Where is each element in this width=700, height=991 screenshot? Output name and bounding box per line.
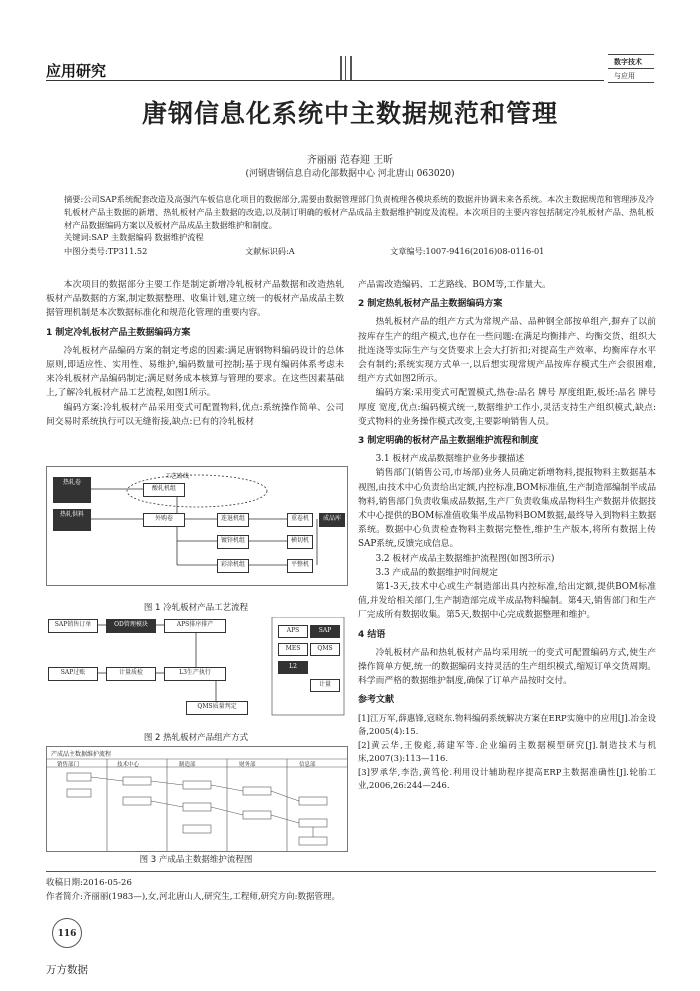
paragraph-7: 冷轧板材产品和热轧板材产品均采用统一的变式可配置编码方式,使生产操作简单方便,统一的数据编码支持灵活的生产组织模式,缩短订单交货周期。科学而严格的数据维护制度,确保了订单产品按时交付。 (358, 647, 656, 687)
figure-1 (46, 466, 348, 586)
doc-code: 文献标识码:A (245, 246, 295, 256)
lane-tech: 技术中心 (117, 762, 140, 768)
heading-4: 4 结语 (358, 629, 386, 640)
lane-manufacturing: 制造部 (179, 762, 196, 768)
node-galvanizing: 镀锌机组 (217, 535, 249, 549)
legend-mes: MES (278, 643, 308, 656)
references-title: 参考文献 (358, 695, 395, 706)
lane-sales: 销售部门 (57, 762, 80, 768)
clc-number: 中图分类号:TP311.52 (64, 246, 148, 256)
header-bars-decor (340, 56, 354, 80)
section-label: 应用研究 (46, 62, 107, 80)
logo-line2: 与应用 (614, 72, 635, 80)
figure-2 (46, 617, 346, 717)
paragraph-6: 第1-3天,技术中心或生产制造部出具内控标准,给出定额,提供BOM标准值,并发给相关部门,生产制造部完成半成品物料编制。第4天,销售部门和生产厂完成所有数据收集。第5天,数据中心完成数据整理和维护。 (358, 582, 656, 621)
node-hot-coil: 热轧卷 (53, 477, 91, 503)
node-annealing: 连退机组 (217, 513, 249, 527)
subheading-3-2: 3.2 板材产成品主数据维护流程图(如图3所示) (375, 553, 555, 564)
node-rewinder: 重卷机 (287, 513, 313, 527)
references (358, 712, 656, 793)
paragraph-1: 冷轧板材产品编码方案的制定考虑的因素:满足唐钢物料编码设计的总体原则,即适应性、实用性、易维护,编码数量可控制;基于现有编码体系考虑未来冷轧板材产品编码制定;满足财务成本核算与管理的要求。在这些因素基础上,了解冷轧板材产品工艺流程,如图1所示。 (46, 345, 344, 399)
node-color-coating: 彩涂机组 (217, 559, 249, 573)
article-title: 唐钢信息化系统中主数据规范和管理 (141, 99, 558, 128)
node-sap-order: SAP销售订单 (48, 619, 98, 633)
reference-1: [1]江万军,薛惠锋,寇晓东.物料编码系统解决方案在ERP实施中的应用[J].冶金设备,2005(4):15. (358, 712, 656, 737)
paragraph-4: 编码方案:采用变式可配置模式,热卷:品名 牌号 厚度组距,板坯:品名 牌号 厚度 宽度,优点:编码模式统一,数据维护工作小,灵活支持生产组织模式,缺点:变式物料的业务操作模式改变,主要影响销售人员。 (358, 388, 656, 427)
lane-finance: 财务部 (239, 762, 256, 768)
heading-2: 2 制定热轧板材产品主数据编码方案 (358, 299, 503, 310)
node-skin-pass: 平整机 (287, 559, 313, 573)
legend-l2: L2 (278, 661, 308, 674)
footer-rule (46, 871, 656, 872)
subheading-3-1: 3.1 板材产成品数据维护业务步骤描述 (375, 454, 525, 465)
node-sap-posting: SAP过账 (48, 667, 98, 681)
reference-3: [3]罗承华,李浩,黄笃伦.利用设计辅助程序提高ERP主数据准确性[J].轮胎工业,2006,26:244—246. (358, 766, 656, 791)
article-authors: 齐丽丽 范春迎 王昕 (306, 155, 394, 166)
subheading-3-3: 3.3 产成品的数据维护时间规定 (375, 567, 498, 578)
node-od-module: OD管理模块 (106, 619, 156, 633)
legend-qms: QMS (310, 643, 340, 656)
legend-aps: APS (278, 625, 308, 638)
figure-3-caption: 图 3 产成品主数据维护流程图 (139, 855, 253, 865)
figure-1-caption: 图 1 冷轧板材产品工艺流程 (143, 603, 249, 613)
node-purchased: 外购卷 (143, 513, 185, 527)
lane-it: 信息部 (299, 762, 316, 768)
paragraph-3: 热轧板材产品的组产方式为常规产品、品种钢全部按单组产,摒弃了以前按库存生产的组产模式,也存在一些问题:在满足均衡排产、均衡交货、组织大批连浇等实际生产与交货要求上会大打折扣;对提高生产效率、均衡库存水平会有制约;系统实现方式单一,以后想实现常规产品按库存模式生产会很困难,组产方式如图2所示。 (358, 317, 656, 385)
legend-metering: 计量 (310, 679, 340, 692)
fig1-note: 工艺路线 (165, 473, 190, 480)
abstract: 摘要:公司SAP系统配套改造及高强汽车板信息化项目的数据部分,需要由数据管理部门负责梳理各模块系统的数据并协调未来各系统。本次主数据规范和管理涉及冷轧板材产品主数据的新增、热轧板材产品主数据的改造,以及制订明确的板材产品成品主数据维护制度及流程。本次项目的主要内容包括制定冷轧板材产品、热轧板材产品数据编码方案以及板材产品成品主数据维护和制度。 (64, 194, 654, 230)
journal-logo (606, 54, 656, 84)
paragraph-2: 编码方案:冷轧板材产品采用变式可配置物料,优点:系统操作简单、公司间交易时系统执行可以无缝衔接,缺点:已有的冷轧板材 (46, 402, 344, 427)
node-pickling: 酸轧机组 (143, 483, 185, 497)
figure-3 (46, 746, 348, 852)
node-aps-scheduling: APS排序排产 (164, 619, 226, 633)
reference-2: [2]黄云华,王俊彪,蒋建军等.企业编码主数据模型研究[J].制造技术与机床,2007(3):113—116. (358, 739, 656, 764)
heading-3: 3 制定明确的板材产品主数据维护流程和制度 (358, 436, 539, 447)
node-hot-supply: 热轧供料 (53, 509, 91, 531)
keywords: 关键词:SAP 主数据编码 数据维护流程 (64, 232, 204, 242)
right-continuation: 产品需改造编码、工艺路线、BOM等,工作量大。 (358, 280, 551, 290)
node-l3-execution: L3生产执行 (164, 667, 226, 681)
page-number: 116 (57, 929, 77, 939)
node-warehouse: 成品库 (319, 513, 345, 527)
header-rule (46, 80, 604, 81)
article-affiliation: (河钢唐钢信息自动化部数据中心 河北唐山 063020) (245, 169, 455, 179)
legend-sap: SAP (310, 625, 340, 638)
fig3-title: 产成品主数据维护流程 (51, 751, 112, 758)
node-shearing: 横切机 (287, 535, 313, 549)
logo-line1: 数字技术 (614, 57, 642, 66)
wanfang-watermark: 万方数据 (46, 964, 88, 976)
right-column (358, 278, 656, 793)
received-date: 收稿日期:2016-05-26 (46, 878, 132, 888)
page-number-badge (52, 918, 82, 948)
figure-2-caption: 图 2 热轧板材产品组产方式 (143, 733, 249, 743)
heading-1: 1 制定冷轧板材产品主数据编码方案 (46, 327, 191, 338)
paragraph-5: 销售部门(销售公司,市场部)业务人员确定新增物料,提报物料主数据基本视图,由技术中心负责给出定额,内控标准,BOM标准值,生产制造部编制半成品物料,销售部门负责收集成品数据,生产厂负责收集成品物料生产数据并依据技术中心提供的BOM标准值收集半成品物料BOM数据,最终导入到物料主数据系统。数据中心负责检查物料主数据完整性,维护生产版本,将所有数据上传SAP系统,反馈完成信息。 (358, 468, 656, 550)
article-number: 文章编号:1007-9416(2016)08-0116-01 (390, 246, 545, 256)
intro-paragraph: 本次项目的数据部分主要工作是制定新增冷轧板材产品数据和改造热轧板材产品数据的方案,制定数据整理、收集计划,建立统一的板材产品成品主数据管理机制是本次数据标准化和规范化管理的重要内容。 (46, 280, 344, 319)
left-column (46, 278, 344, 429)
node-weigh-inspect: 计量质检 (106, 667, 156, 681)
author-bio: 作者简介:齐丽丽(1983—),女,河北唐山人,研究生,工程师,研究方向:数据管理。 (46, 892, 341, 902)
node-qms-judgement: QMS质量判定 (186, 701, 248, 715)
